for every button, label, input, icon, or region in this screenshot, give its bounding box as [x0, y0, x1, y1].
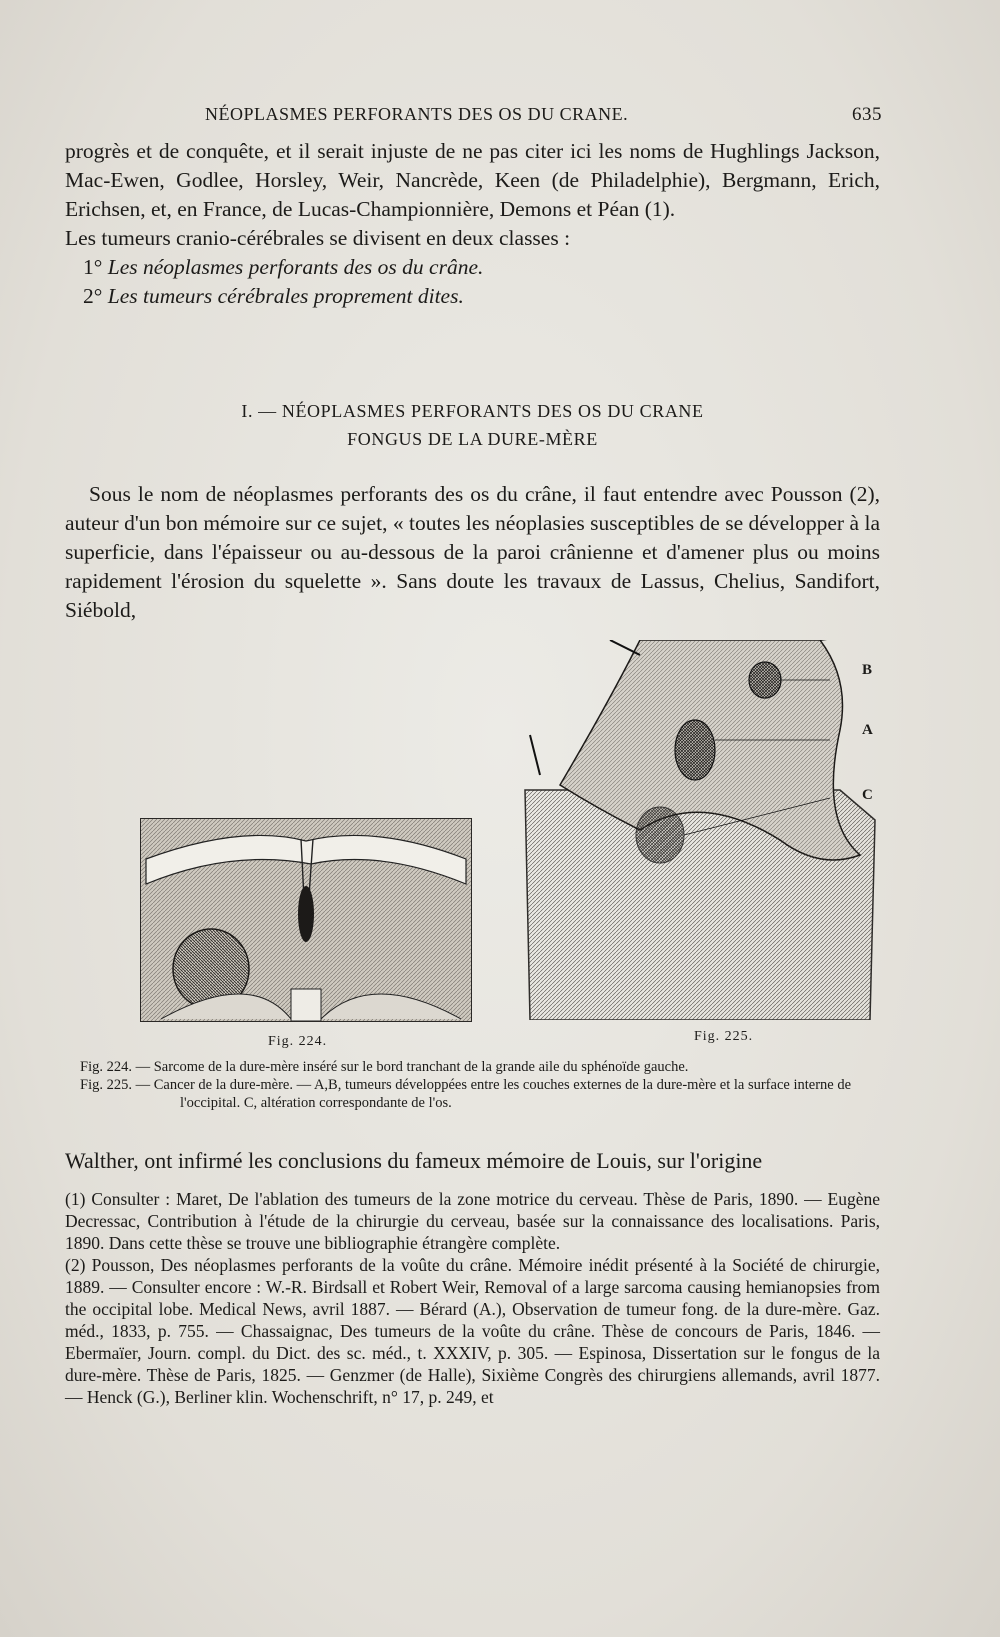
footnote-2: (2) Pousson, Des néoplasmes perforants de la voûte du crâne. Mémoire inédit présenté à la Société de chirurgie, 1889. — Consulter encore : W.-R. Birdsall et Robert Weir, Removal of a large sarcoma causing hemianopsies from the occipital lobe. Medical News, avril 1887. — Bérard (A.), Observation de tumeur fong. de la dure-mère. Gaz. méd., 1833, p. 755. — Chassaignac, Des tumeurs de la voûte du crâne. Thèse de concours de Paris, 1846. — Ebermaïer, Journ. compl. du Dict. des sc. méd., t. XXXIV, p. 305. — Espinosa, Dissertation sur le fongus de la dure-mère. Thèse de Paris, 1825. — Genzmer (de Halle), Sixième Congrès des chirurgiens allemands, avril 1877. — Henck (G.), Berliner klin. Wochenschrift, n° 17, p. 249, et [65, 1255, 880, 1407]
caption-224: Fig. 224. — Sarcome de la dure-mère inséré sur le bord tranchant de la grande aile du sphénoïde gauche. [80, 1059, 689, 1075]
figure-captions [80, 1058, 880, 1112]
list-item-1-text: Les néoplasmes perforants des os du crâne. [107, 255, 484, 279]
marker-a: A [862, 722, 873, 738]
marker-c: C [862, 787, 873, 803]
list-item-1 [83, 253, 880, 282]
footnote-1: (1) Consulter : Maret, De l'ablation des tumeurs de la zone motrice du cerveau. Thèse de Paris, 1890. — Eugène Decressac, Contribution à l'étude de la chirurgie du cerveau, basée sur la connaissance des localisations. Paris, 1890. Dans cette thèse se trouve une bibliographie étrangère complète. [65, 1189, 880, 1253]
list-item-2 [83, 282, 880, 311]
page-number: 635 [852, 104, 882, 125]
running-head [205, 104, 882, 125]
main-paragraph: Sous le nom de néoplasmes perforants des os du crâne, il faut entendre avec Pousson (2), auteur d'un bon mémoire sur ce sujet, « toutes les néoplasies susceptibles de se développer à la superficie, dans l'épaisseur ou au-dessous de la paroi crânienne et d'amener plus ou moins rapidement l'érosion du squelette ». Sans doute les travaux de Lassus, Chelius, Sandifort, Siébold, [65, 482, 880, 622]
section-title-line-2: FONGUS DE LA DURE-MÈRE [347, 429, 598, 449]
footnotes [65, 1188, 880, 1408]
figure-224-illustration [140, 818, 472, 1022]
intro-text [65, 137, 880, 311]
marker-b: B [862, 662, 873, 678]
figure-225-illustration [520, 640, 880, 1020]
section-title-line-1: I. — NÉOPLASMES PERFORANTS DES OS DU CRANE [241, 401, 704, 421]
intro-paragraph-1: progrès et de conquête, et il serait injuste de ne pas citer ici les noms de Hughlings Jackson, Mac-Ewen, Godlee, Horsley, Weir, Nancrède, Keen (de Philadelphie), Bergmann, Erich, Erichsen, et, en France, de Lucas-Championnière, Demons et Péan (1). [65, 139, 880, 221]
list-item-2-text: Les tumeurs cérébrales proprement dites. [107, 284, 464, 308]
continuation-line: Walther, ont infirmé les conclusions du fameux mémoire de Louis, sur l'origine [65, 1148, 763, 1173]
running-head-title: NÉOPLASMES PERFORANTS DES OS DU CRANE. [205, 104, 629, 124]
figure-224-label: Fig. 224. [268, 1034, 328, 1049]
figure-225-label: Fig. 225. [694, 1029, 754, 1044]
list-item-2-number: 2° [83, 284, 103, 308]
list-item-1-number: 1° [83, 255, 103, 279]
caption-225: Fig. 225. — Cancer de la dure-mère. — A,B, tumeurs développées entre les couches externes de la dure-mère et la surface interne de l'occipital. C, altération correspondante de l'os. [80, 1077, 852, 1111]
intro-paragraph-2: Les tumeurs cranio-cérébrales se divisent en deux classes : [65, 226, 571, 250]
